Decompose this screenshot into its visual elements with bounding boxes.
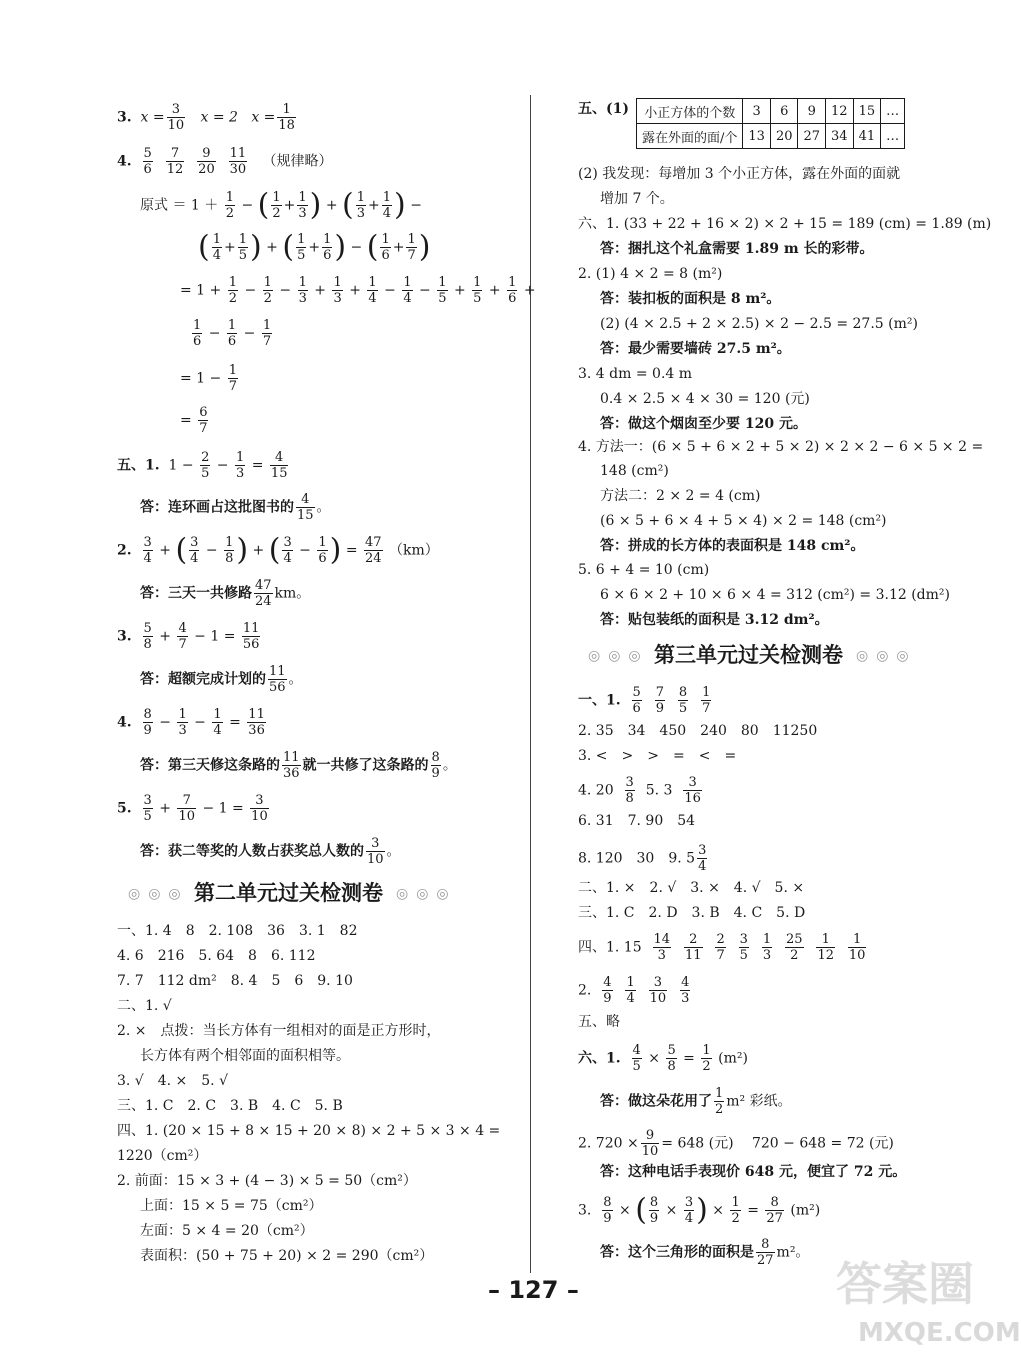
right-line-2: (2) 我发现：每增加 3 个小正方体，露在外面的面就 (578, 166, 901, 182)
unit3-title: 第三单元过关检测卷 (654, 643, 843, 667)
unit3-line-7: 二、1. × 2. √ 3. × 4. √ 5. × (578, 880, 805, 896)
unit3-line-13: 答：做这朵花用了 $\frac{1}{2}$ m² 彩纸。 (600, 1086, 792, 1117)
watermark-site: MXQE.COM (858, 1318, 1021, 1348)
table-cell: 6 (770, 99, 798, 124)
unit3-line-8: 三、1. C 2. D 3. B 4. C 5. D (578, 905, 806, 921)
unit2-line-2: 4. 6 216 5. 64 8 6. 112 (117, 948, 316, 964)
unit3-line-3: 3. < > > = < = (578, 748, 737, 764)
unit2-line-5: 2. × 点拨：当长方体有一组相对的面是正方形时， (117, 1023, 441, 1039)
table-cell: 3 (743, 99, 771, 124)
section5-q5-answer: 答：获二等奖的人数占获奖总人数的 $\frac{3}{10}$ 。 (140, 836, 401, 867)
right-line-14: 148 (cm²) (600, 463, 669, 479)
section5-q2: 2. $\frac{3}{4}$ + ( $\frac{3}{4}$ − $\frac{1}{8}$ ) + ( $\frac{3}{4}$ − $\frac{1}{6}$ ) = $\frac{47}{24}$ （km） (117, 532, 439, 568)
right-line-11: 0.4 × 2.5 × 4 × 30 = 120 (元) (600, 391, 810, 407)
unit3-line-12: 六、1. $\frac{4}{5}$ × $\frac{5}{8}$ = $\frac{1}{2}$ (m²) (578, 1043, 748, 1074)
right-line-20: 答：贴包装纸的面积是 3.12 dm²。 (600, 612, 829, 628)
unit2-line-4: 二、1. √ (117, 998, 172, 1014)
right-line-18: 5. 6 + 4 = 10 (cm) (578, 562, 710, 578)
unit2-line-13: 左面：5 × 4 = 20（cm²） (140, 1223, 314, 1239)
table-cell: … (881, 99, 905, 124)
unit3-line-15: 答：这种电话手表现价 648 元，便宜了 72 元。 (600, 1164, 907, 1180)
table-cell: 13 (743, 124, 771, 149)
column-divider (530, 95, 531, 1273)
unit2-line-1: 一、1. 4 8 2. 108 36 3. 1 82 (117, 923, 358, 939)
unit3-line-10: 2. $\frac{4}{9}$ $\frac{1}{4}$ $\frac{3}{10}$ $\frac{4}{3}$ (578, 975, 690, 1006)
unit2-line-3: 7. 7 112 dm² 8. 4 5 6 9. 10 (117, 973, 353, 989)
right-line-19: 6 × 6 × 2 + 10 × 6 × 4 = 312 (cm²) = 3.12 (dm²) (600, 587, 950, 603)
answer-3-line: 3. x = $\frac{3}{10}$ x = 2 x = $\frac{1}{18}$ (117, 102, 295, 133)
unit3-line-4: 4. 20 $\frac{3}{8}$ 5. 3 $\frac{3}{16}$ (578, 775, 701, 806)
table-cell: … (881, 124, 905, 149)
unit3-line-5: 6. 31 7. 90 54 (578, 813, 696, 829)
unit3-line-1: 一、1. $\frac{5}{6}$ $\frac{7}{9}$ $\frac{8}{5}$ $\frac{1}{7}$ (578, 685, 711, 716)
page-number: – 127 – (488, 1276, 579, 1304)
right-line-15: 方法二：2 × 2 = 4 (cm) (600, 488, 761, 504)
expression-line-1: 原式 ＝ 1 ＋ $\frac{1}{2}$ − ( $\frac{1}{2}$ + $\frac{1}{3}$ ) + ( $\frac{1}{3}$ + $\frac{1}{4}$ ) − (140, 187, 422, 223)
expression-line-3: = 1 + $\frac{1}{2}$ − $\frac{1}{2}$ − $\frac{1}{3}$ + $\frac{1}{3}$ + $\frac{1}{4}$ − $\frac{1}{4}$ − $\frac{1}{5}$ + $\frac{1}{5}$ + $\frac{1}{6}$ + (180, 275, 536, 306)
unit2-line-11: 2. 前面：15 × 3 + (4 − 3) × 5 = 50（cm²） (117, 1173, 417, 1189)
unit3-line-14: 2. 720 × $\frac{9}{10}$ = 648 (元) 720 − 648 = 72 (元) (578, 1128, 894, 1159)
section5-q4: 4. $\frac{8}{9}$ − $\frac{1}{3}$ − $\frac{1}{4}$ = $\frac{11}{36}$ (117, 707, 265, 738)
right-line-9: 答：最少需要墙砖 27.5 m²。 (600, 341, 791, 357)
right-line-5: 答：捆扎这个礼盒需要 1.89 m 长的彩带。 (600, 241, 874, 257)
table-row (637, 99, 905, 124)
section5-q2-answer: 答：三天一共修路 $\frac{47}{24}$ km。 (140, 578, 311, 609)
section5-q1: 五、1. 1 − $\frac{2}{5}$ − $\frac{1}{3}$ = $\frac{4}{15}$ (117, 450, 288, 481)
unit3-line-16: 3. $\frac{8}{9}$ × ( $\frac{8}{9}$ × $\frac{3}{4}$ ) × $\frac{1}{2}$ = $\frac{8}{27}$ (m²) (578, 1192, 821, 1228)
unit3-line-2: 2. 35 34 450 240 80 11250 (578, 723, 818, 739)
expression-line-6: = $\frac{6}{7}$ (180, 405, 208, 436)
table-cell: 15 (853, 99, 881, 124)
table-cell: 20 (770, 124, 798, 149)
unit2-line-7: 3. √ 4. × 5. √ (117, 1073, 228, 1089)
unit3-line-11: 五、略 (578, 1014, 620, 1030)
heading-decoration-right: ◎◎◎ (396, 886, 457, 902)
unit2-line-9: 四、1. (20 × 15 + 8 × 15 + 20 × 8) × 2 + 5 × 3 × 4 = (117, 1123, 501, 1139)
unit3-line-6: 8. 120 30 9. 5 $\frac{3}{4}$ (578, 843, 707, 874)
watermark-logo: 答案圈 (836, 1257, 974, 1311)
unit2-line-12: 上面：15 × 5 = 75（cm²） (140, 1198, 323, 1214)
right-line-4: 六、1. (33 + 22 + 16 × 2) × 2 + 15 = 189 (cm) = 1.89 (m) (578, 216, 992, 232)
table-cell: 27 (798, 124, 826, 149)
table-cell: 34 (826, 124, 854, 149)
cube-faces-table (636, 98, 905, 149)
table-cell: 小正方体的个数 (637, 99, 743, 124)
unit2-title: 第二单元过关检测卷 (194, 881, 383, 905)
section5-q4-answer: 答：第三天修这条路的 $\frac{11}{36}$ 就一共修了这条路的 $\frac{8}{9}$ 。 (140, 750, 457, 781)
section5-q3-answer: 答：超额完成计划的 $\frac{11}{56}$ 。 (140, 664, 303, 695)
table-cell: 露在外面的面/个 (637, 124, 743, 149)
unit2-line-10: 1220（cm²） (117, 1148, 208, 1164)
right-line-7: 答：装扣板的面积是 8 m²。 (600, 291, 781, 307)
unit2-line-6: 长方体有两个相邻面的面积相等。 (140, 1048, 350, 1064)
right-line-13: 4. 方法一：(6 × 5 + 6 × 2 + 5 × 2) × 2 × 2 − 6 × 5 × 2 = (578, 439, 984, 455)
right-line-12: 答：做这个烟囱至少要 120 元。 (600, 416, 807, 432)
section5-part1-label: 五、(1) (578, 101, 629, 117)
right-line-6: 2. (1) 4 × 2 = 8 (m²) (578, 266, 723, 282)
right-line-17: 答：拼成的长方体的表面积是 148 cm²。 (600, 538, 865, 554)
table-cell: 12 (826, 99, 854, 124)
right-line-8: (2) (4 × 2.5 + 2 × 2.5) × 2 − 2.5 = 27.5 (m²) (600, 316, 918, 332)
unit2-line-14: 表面积：(50 + 75 + 20) × 2 = 290（cm²） (140, 1248, 434, 1264)
unit3-line-9: 四、1. 15 $\frac{14}{3}$ $\frac{2}{11}$ $\frac{2}{7}$ $\frac{3}{5}$ $\frac{1}{3}$ $\frac{25}{2}$ $\frac{1}{12}$ $\frac{1}{10}$ (578, 932, 866, 963)
section5-q1-answer: 答：连环画占这批图书的 $\frac{4}{15}$ 。 (140, 492, 331, 523)
right-line-16: (6 × 5 + 6 × 4 + 5 × 4) × 2 = 148 (cm²) (600, 513, 887, 529)
heading-decoration-left: ◎◎◎ (588, 648, 649, 664)
heading-decoration-left: ◎◎◎ (128, 886, 189, 902)
heading-decoration-right: ◎◎◎ (856, 648, 917, 664)
table-cell: 9 (798, 99, 826, 124)
right-line-10: 3. 4 dm = 0.4 m (578, 366, 693, 382)
section5-q5: 5. $\frac{3}{5}$ + $\frac{7}{10}$ − 1 = $\frac{3}{10}$ (117, 793, 268, 824)
answer-4-line: 4. $\frac{5}{6}$ $\frac{7}{12}$ $\frac{9}{20}$ $\frac{11}{30}$ （规律略） (117, 146, 333, 177)
table-cell: 41 (853, 124, 881, 149)
expression-line-5: = 1 − $\frac{1}{7}$ (180, 363, 238, 394)
section5-q3: 3. $\frac{5}{8}$ + $\frac{4}{7}$ − 1 = $\frac{11}{56}$ (117, 621, 260, 652)
expression-line-2: ( $\frac{1}{4}$ + $\frac{1}{5}$ ) + ( $\frac{1}{5}$ + $\frac{1}{6}$ ) − ( $\frac{1}{6}$ + $\frac{1}{7}$ ) (198, 229, 431, 265)
right-line-3: 增加 7 个。 (600, 191, 674, 207)
expression-line-4: $\frac{1}{6}$ − $\frac{1}{6}$ − $\frac{1}{7}$ (193, 318, 272, 349)
unit2-line-8: 三、1. C 2. C 3. B 4. C 5. B (117, 1098, 343, 1114)
table-row (637, 124, 905, 149)
unit3-line-17: 答：这个三角形的面积是 $\frac{8}{27}$ m²。 (600, 1237, 810, 1268)
